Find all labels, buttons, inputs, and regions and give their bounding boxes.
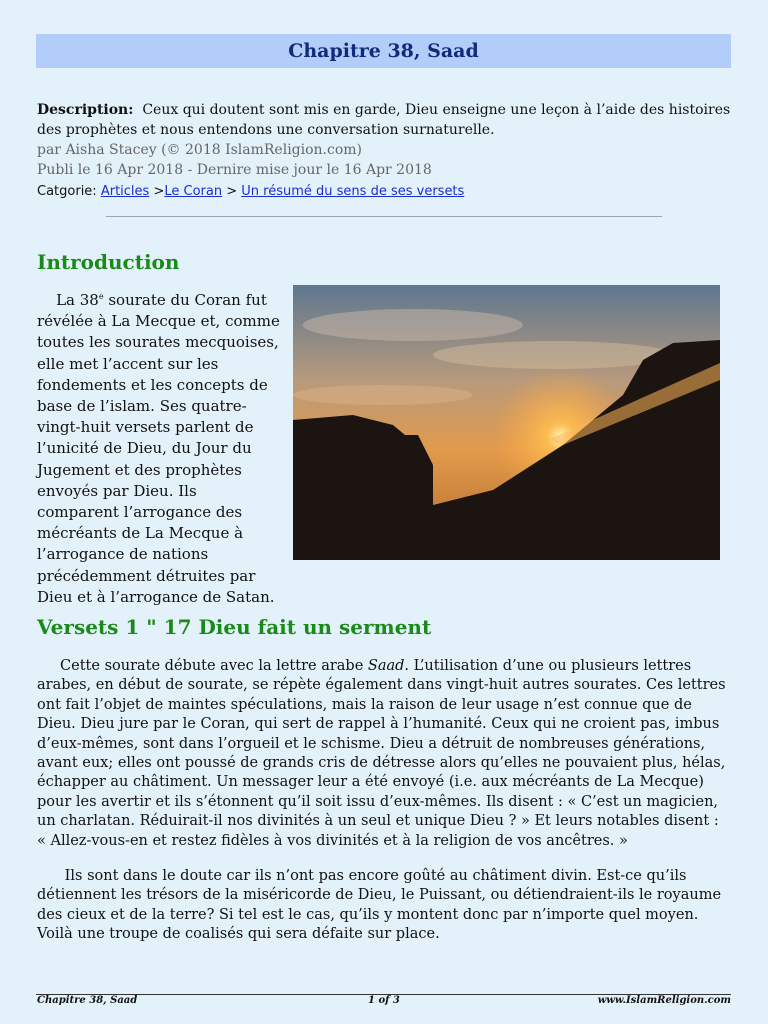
intro-heading: Introduction xyxy=(37,250,180,274)
author-line: par Aisha Stacey (© 2018 IslamReligion.com) xyxy=(37,142,363,158)
category-label: Catgorie: xyxy=(37,184,97,199)
verses-text-a: Cette sourate débute avec la lettre arabe xyxy=(60,658,368,674)
description-text: Ceux qui doutent sont mis en garde, Dieu enseigne une leçon à l’aide des histoires des prophètes et nous entendons une conversation surnaturelle. xyxy=(37,102,731,138)
category-link-resume[interactable]: Un résumé du sens de ses versets xyxy=(241,184,465,199)
category-breadcrumb xyxy=(37,184,464,199)
sunset-photo xyxy=(293,285,720,560)
breadcrumb-separator: > xyxy=(226,184,238,199)
paragraph-doubt xyxy=(37,867,732,945)
paragraph-verses xyxy=(37,657,732,851)
category-link-articles[interactable]: Articles xyxy=(100,184,150,199)
footer-page-number: 1 of 3 xyxy=(368,995,400,1006)
footer-title: Chapitre 38, Saad xyxy=(37,995,138,1006)
description-label: Description: xyxy=(37,102,134,118)
published-line: Publi le 16 Apr 2018 - Dernire mise jour le 16 Apr 2018 xyxy=(37,162,432,178)
divider xyxy=(106,216,662,217)
verses-heading: Versets 1 " 17 Dieu fait un serment xyxy=(37,615,432,639)
title-bar xyxy=(36,34,731,68)
intro-text-a: La 38 xyxy=(56,291,99,309)
category-link-coran[interactable]: Le Coran xyxy=(164,184,223,199)
intro-text-b: sourate du Coran fut révélée à La Mecque et, comme toutes les sourates mecquoises, elle met l’accent sur les fondements et les concepts de base de l’islam. Ses quatre-vingt-huit versets parlent de l’unicité de Dieu, du Jour du Jugement et des prophètes envoyés par Dieu. Ils comparent l’arrogance des mécréants de La Mecque à l’arrogance de nations précédemment détruites par Dieu et à l’arrogance de Satan. xyxy=(37,291,280,606)
intro-sup: e xyxy=(98,292,104,301)
breadcrumb-separator: > xyxy=(153,184,165,199)
verses-text-em: Saad xyxy=(367,658,405,674)
page-title: Chapitre 38, Saad xyxy=(288,40,479,62)
description xyxy=(37,100,737,140)
intro-paragraph xyxy=(37,286,282,608)
verses-text-b: . L’utilisation d’une ou plusieurs lettres arabes, en début de sourate, se répète également dans vingt-huit autres sourates. Ces lettres ont fait l’objet de maintes spéculations, mais la raison de leur usage n’est connue que de Dieu. Dieu jure par le Coran, qui sert de rappel à l’humanité. Ceux qui ne croient pas, imbus d’eux-mêmes, sont dans l’orgueil et le schisme. Dieu a détruit de nombreuses générations, avant eux; elles ont poussé de grands cris de détresse alors qu’elles ne pouvaient plus, hélas, échapper au châtiment. Un messager leur a été envoyé (i.e. aux mécréants de La Mecque) pour les avertir et ils s’étonnent qu’il soit issu d’eux-mêmes. Ils disent : « C’est un magicien, un charlatan. Réduirait-il nos divinités à un seul et unique Dieu ? » Et leurs notables disent : « Allez-vous-en et restez fidèles à vos divinités et à la religion de vos ancêtres. » xyxy=(37,658,726,849)
doubt-text: Ils sont dans le doute car ils n’ont pas encore goûté au châtiment divin. Est-ce qu’ils détiennent les trésors de la miséricorde de Dieu, le Puissant, ou détiendraient-ils le royaume des cieux et de la terre? Si tel est le cas, qu’ils y montent donc par n’importe quel moyen. Voilà une troupe de coalisés qui sera défaite sur place. xyxy=(37,868,722,943)
footer-site: www.IslamReligion.com xyxy=(597,995,731,1006)
